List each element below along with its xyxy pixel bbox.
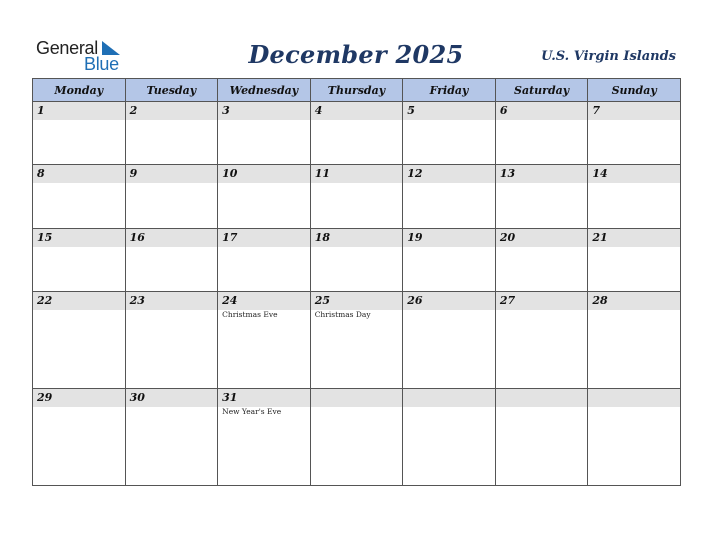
day-number: 4 [311,102,403,120]
day-cell [403,228,496,291]
day-cell [125,228,218,291]
day-number [403,389,495,407]
day-number: 22 [33,292,125,310]
day-cell [310,165,403,228]
day-cell [218,228,311,291]
week-row [33,292,681,389]
day-number: 5 [403,102,495,120]
day-cell [125,102,218,165]
weekday-header: Thursday [310,79,403,102]
day-cell [495,292,588,389]
day-cell [310,389,403,486]
day-cell [495,228,588,291]
day-cell [495,165,588,228]
day-number: 10 [218,165,310,183]
day-cell [588,292,681,389]
day-cell [588,165,681,228]
day-cell [218,292,311,389]
day-number: 2 [126,102,218,120]
day-number: 7 [588,102,680,120]
day-number [588,389,680,407]
region-label: U.S. Virgin Islands [541,49,676,64]
day-number: 1 [33,102,125,120]
week-row [33,389,681,486]
day-number: 28 [588,292,680,310]
day-cell [125,292,218,389]
logo-word-blue: Blue [84,54,119,74]
day-number: 29 [33,389,125,407]
day-number: 3 [218,102,310,120]
day-number: 30 [126,389,218,407]
day-cell [33,102,126,165]
holiday-label: Christmas Eve [222,310,278,320]
day-cell [218,389,311,486]
day-cell [125,165,218,228]
day-cell [33,165,126,228]
day-cell [310,102,403,165]
weekday-header-row [33,79,681,102]
weekday-header: Friday [403,79,496,102]
day-number [311,389,403,407]
day-number [496,389,588,407]
day-number: 17 [218,229,310,247]
day-cell [588,389,681,486]
day-cell [403,165,496,228]
weekday-header: Saturday [495,79,588,102]
weekday-header: Wednesday [218,79,311,102]
weekday-header: Tuesday [125,79,218,102]
day-number: 24 [218,292,310,310]
day-cell [403,292,496,389]
day-cell [310,228,403,291]
day-number: 21 [588,229,680,247]
day-number: 11 [311,165,403,183]
week-row [33,165,681,228]
day-number: 18 [311,229,403,247]
day-cell [218,165,311,228]
day-number: 12 [403,165,495,183]
day-number: 23 [126,292,218,310]
day-cell [33,228,126,291]
day-number: 20 [496,229,588,247]
day-cell [125,389,218,486]
week-row [33,228,681,291]
day-cell [495,102,588,165]
weekday-header: Sunday [588,79,681,102]
day-number: 13 [496,165,588,183]
day-number: 16 [126,229,218,247]
calendar-title: December 2025 [248,40,464,69]
day-number: 15 [33,229,125,247]
day-number: 25 [311,292,403,310]
day-cell [310,292,403,389]
week-row [33,102,681,165]
calendar-grid [32,78,681,486]
day-number: 27 [496,292,588,310]
holiday-label: New Year's Eve [222,407,282,417]
day-number: 26 [403,292,495,310]
day-number: 31 [218,389,310,407]
day-cell [33,389,126,486]
day-cell [495,389,588,486]
day-cell [588,228,681,291]
day-cell [403,389,496,486]
weekday-header: Monday [33,79,126,102]
logo-word-general: General [36,38,98,58]
day-number: 9 [126,165,218,183]
day-cell [33,292,126,389]
day-number: 8 [33,165,125,183]
day-number: 19 [403,229,495,247]
holiday-label: Christmas Day [314,310,371,320]
day-cell [403,102,496,165]
day-cell [588,102,681,165]
day-number: 14 [588,165,680,183]
day-number: 6 [496,102,588,120]
day-cell [218,102,311,165]
